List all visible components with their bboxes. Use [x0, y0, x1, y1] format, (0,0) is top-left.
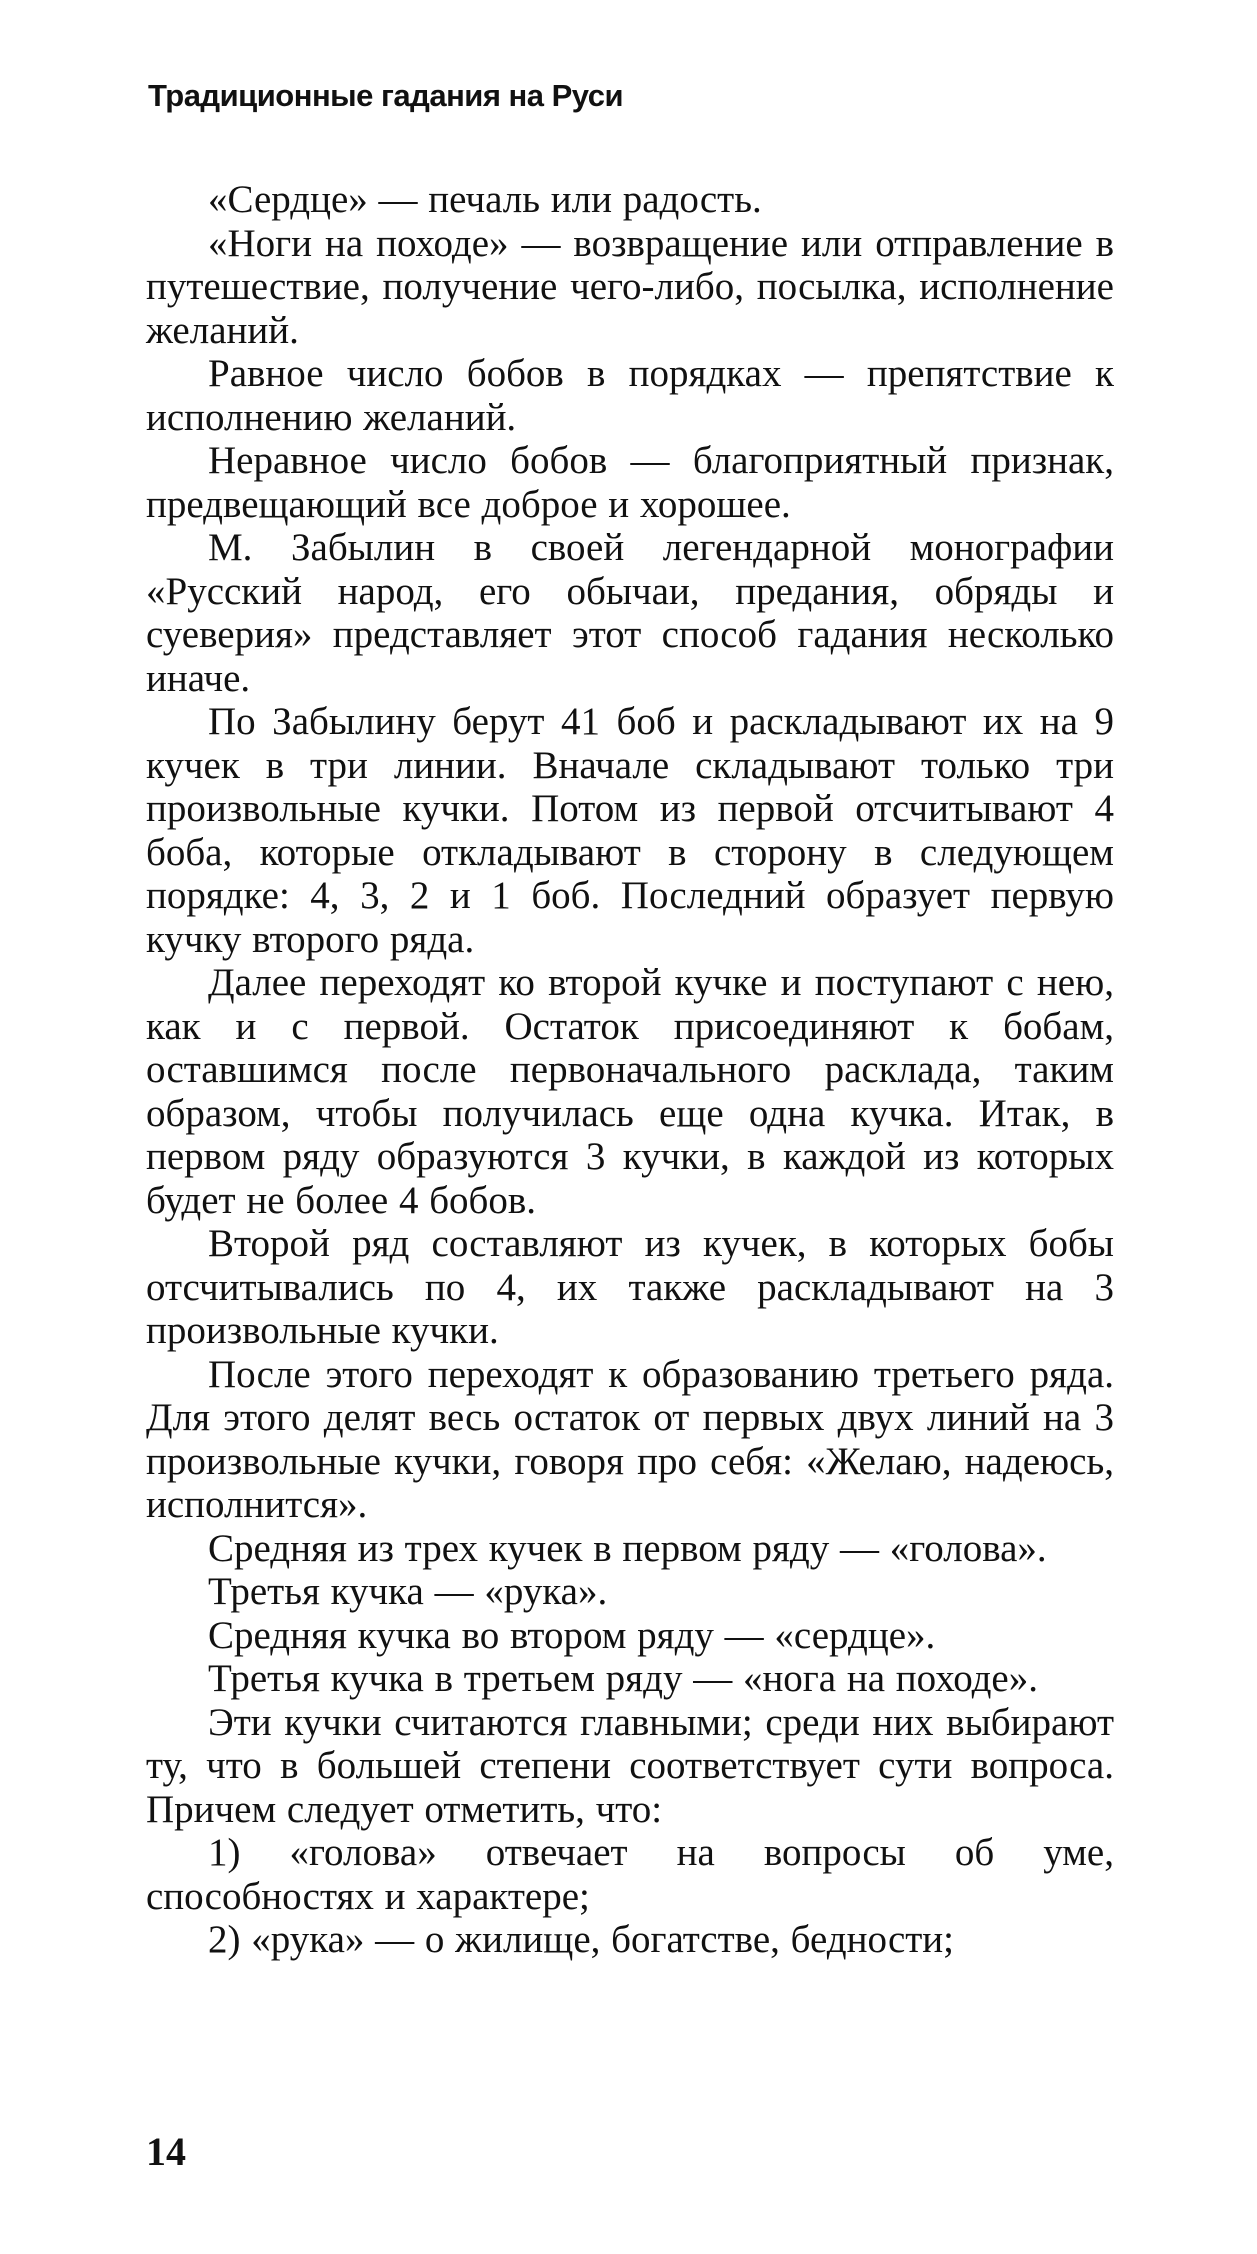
paragraph: Средняя из трех кучек в первом ряду — «голова».: [208, 1526, 1047, 1570]
paragraph: Второй ряд составляют из кучек, в которых бобы отсчитывались по 4, их также раскладывают на 3 произвольные кучки.: [146, 1222, 1114, 1352]
paragraph: По Забылину берут 41 боб и раскладывают их на 9 кучек в три линии. Вначале складывают только три произвольные кучки. Потом из первой отсчитывают 4 боба, которые откладывают в сторону в следующем порядке: 4, 3, 2 и 1 боб. Последний образует первую кучку второго ряда.: [146, 700, 1114, 961]
page-number: 14: [146, 2129, 186, 2174]
paragraph: Средняя кучка во втором ряду — «сердце».: [208, 1613, 936, 1657]
paragraph: 2) «рука» — о жилище, богатстве, бедности;: [208, 1918, 955, 1961]
paragraph: 1) «голова» отвечает на вопросы об уме, способностях и характере;: [146, 1831, 1114, 1918]
paragraph: «Ноги на походе» — возвращение или отправление в путешествие, получение чего-либо, посылка, исполнение желаний.: [146, 221, 1114, 352]
paragraph: Равное число бобов в порядках — препятствие к исполнению желаний.: [146, 352, 1114, 439]
paragraph: М. Забылин в своей легендарной монографии «Русский народ, его обычаи, предания, обряды и суеверия» представляет этот способ гадания несколько иначе.: [146, 526, 1114, 700]
paragraph: Эти кучки считаются главными; среди них выбирают ту, что в большей степени соответствует сути вопроса. Причем следует отметить, что:: [146, 1700, 1114, 1831]
paragraph: Третья кучка — «рука».: [208, 1570, 608, 1613]
paragraph: Неравное число бобов — благоприятный признак, предвещающий все доброе и хорошее.: [146, 439, 1114, 526]
paragraph: Третья кучка в третьем ряду — «нога на походе».: [208, 1657, 1038, 1700]
body-text: [146, 178, 1114, 1962]
paragraph: Далее переходят ко второй кучке и поступают с нею, как и с первой. Остаток присоединяют к бобам, оставшимся после первоначального расклада, таким образом, чтобы получилась еще одна кучка. Итак, в первом ряду образуются 3 кучки, в каждой из которых будет не более 4 бобов.: [146, 961, 1114, 1222]
running-title: Традиционные гадания на Руси: [148, 78, 624, 113]
paragraph: «Сердце» — печаль или радость.: [208, 178, 762, 221]
paragraph: После этого переходят к образованию третьего ряда. Для этого делят весь остаток от первых двух линий на 3 произвольные кучки, говоря про себя: «Желаю, надеюсь, исполнится».: [146, 1352, 1114, 1526]
